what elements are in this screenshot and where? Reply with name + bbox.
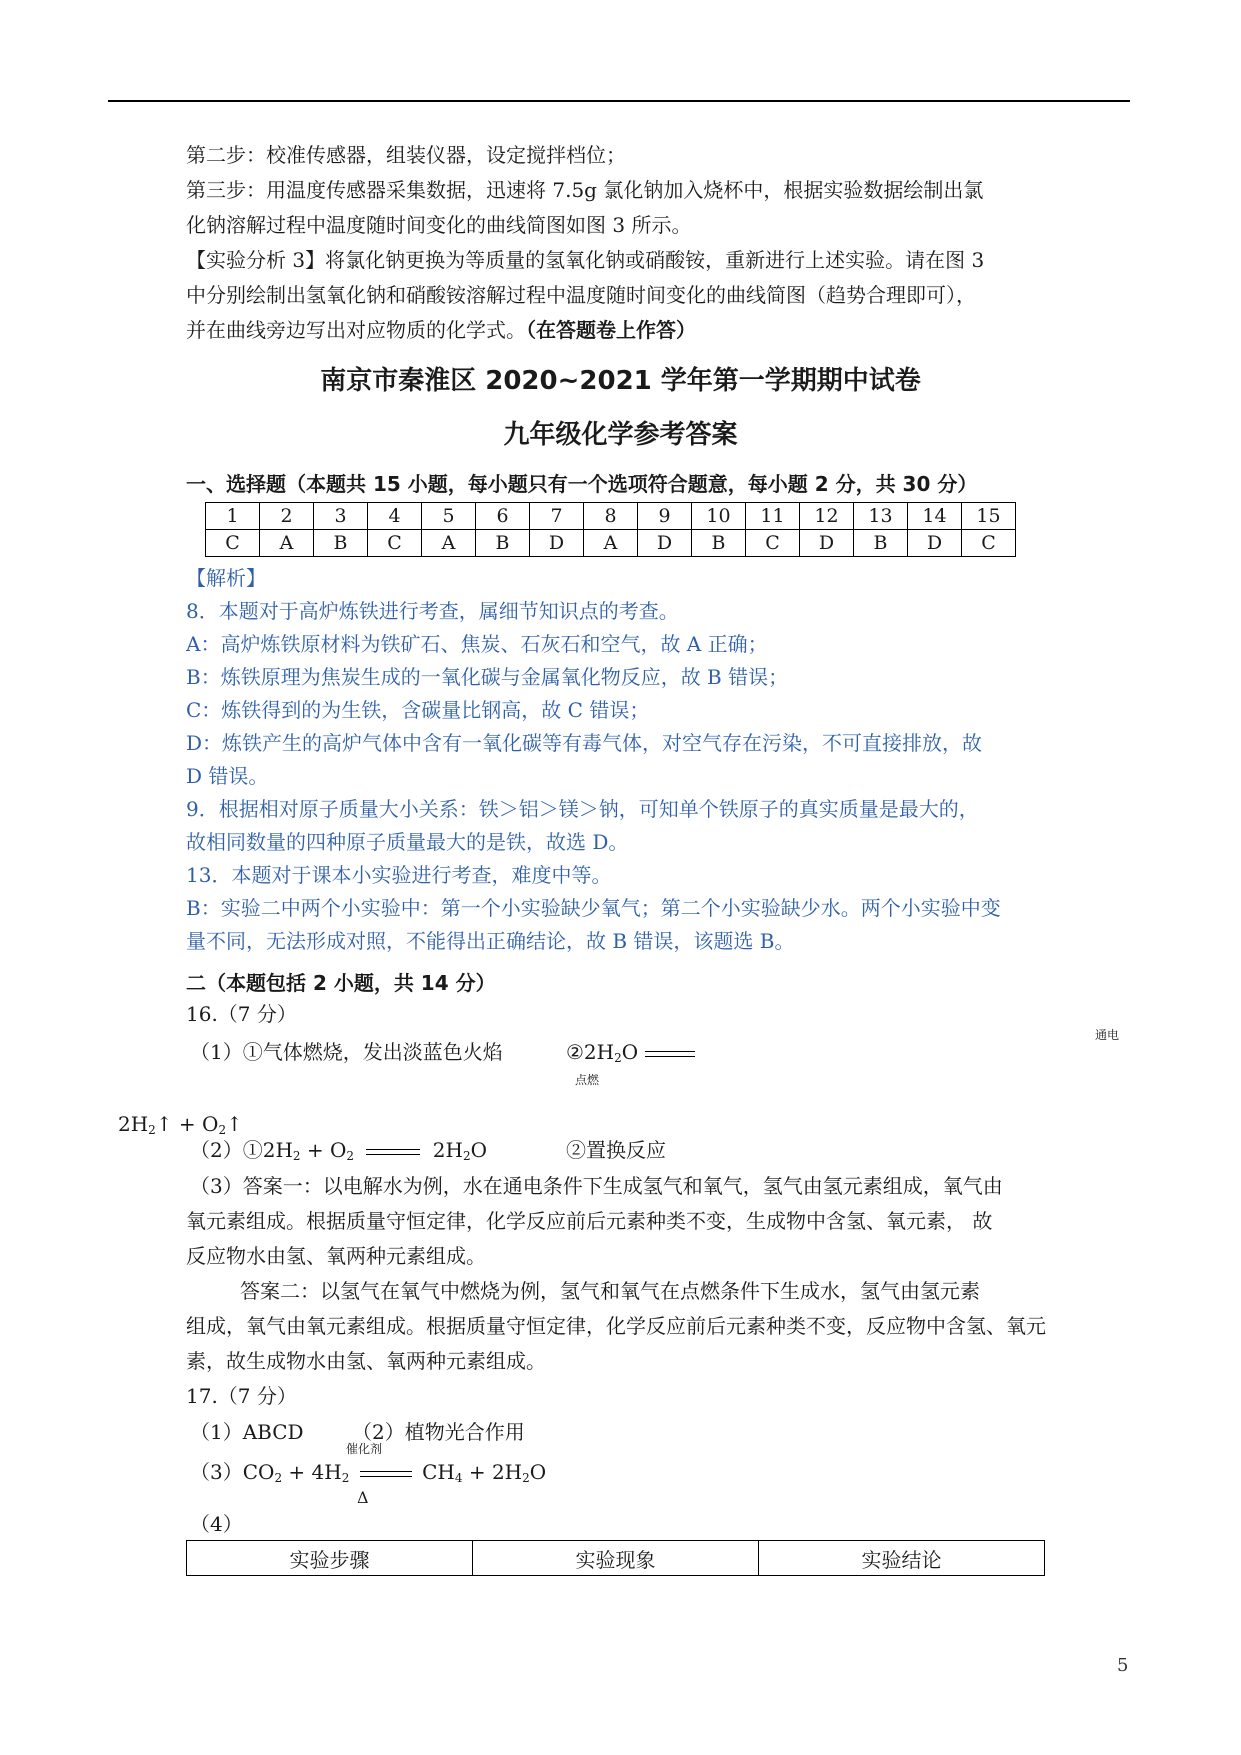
- intro-line-3: 化钠溶解过程中温度随时间变化的曲线简图如图 3 所示。: [186, 213, 692, 237]
- q17-label: 17.（7 分）: [186, 1384, 297, 1408]
- analysis-line: D：炼铁产生的高炉气体中含有一氧化碳等有毒气体，对空气存在污染，不可直接排放，故: [186, 731, 983, 755]
- q-answer: C: [206, 530, 260, 557]
- q-number: 5: [422, 503, 476, 530]
- eq-text: O: [470, 1138, 487, 1162]
- eq-text: 2H: [118, 1112, 149, 1136]
- answer-sheet-note: （在答题卷上作答）: [526, 318, 696, 342]
- eq-text: （2）①2H: [190, 1138, 293, 1162]
- intro-line-4: 【实验分析 3】将氯化钠更换为等质量的氢氧化钠或硝酸铵，重新进行上述实验。请在图 3: [186, 248, 985, 272]
- subscript: 2: [218, 1123, 227, 1137]
- q17-3-equation: [190, 1460, 547, 1485]
- q-answer: B: [314, 530, 368, 557]
- section-1-heading: 一、选择题（本题共 15 小题，每小题只有一个选项符合题意，每小题 2 分，共 30 分）: [186, 472, 978, 496]
- q-number: 8: [584, 503, 638, 530]
- analysis-line: 量不同，无法形成对照，不能得出正确结论，故 B 错误，该题选 B。: [186, 929, 795, 953]
- subscript: 4: [454, 1471, 463, 1485]
- q-answer: D: [800, 530, 854, 557]
- eq-text: ②2H: [566, 1040, 615, 1064]
- q16-1-equation-products: [118, 1112, 243, 1137]
- analysis-line: 故相同数量的四种原子质量最大的是铁，故选 D。: [186, 830, 629, 854]
- analysis-label: 【解析】: [186, 566, 266, 590]
- condition-catalyst: 催化剂: [346, 1442, 383, 1456]
- q-number: 11: [746, 503, 800, 530]
- q-answer: C: [746, 530, 800, 557]
- q-answer: B: [692, 530, 746, 557]
- eq-text: + O: [300, 1138, 347, 1162]
- q16-label: 16.（7 分）: [186, 1002, 297, 1026]
- q-number: 13: [854, 503, 908, 530]
- eq-text: ↑ + O: [155, 1112, 219, 1136]
- q-answer: B: [476, 530, 530, 557]
- condition-heat: Δ: [357, 1488, 369, 1507]
- analysis-line: C：炼铁得到的为生铁，含碳量比钢高，故 C 错误；: [186, 698, 650, 722]
- q16-2-equation: [190, 1138, 487, 1163]
- q-number: 1: [206, 503, 260, 530]
- subscript: 2: [292, 1149, 301, 1163]
- q-number: 14: [908, 503, 962, 530]
- q-number: 10: [692, 503, 746, 530]
- subscript: 2: [522, 1471, 530, 1485]
- analysis-line: A：高炉炼铁原材料为铁矿石、焦炭、石灰石和空气，故 A 正确；: [186, 632, 768, 656]
- eq-text: 2H: [432, 1138, 463, 1162]
- page-number: 5: [1117, 1655, 1129, 1676]
- experiment-table: [186, 1540, 1045, 1576]
- section-2-heading: 二（本题包括 2 小题，共 14 分）: [186, 971, 496, 995]
- q-number: 6: [476, 503, 530, 530]
- experiment-table-header: [187, 1541, 1045, 1576]
- q-answer: A: [584, 530, 638, 557]
- q16-1-equation: [566, 1040, 695, 1065]
- equals-sign: [360, 1471, 412, 1477]
- col-header-steps: 实验步骤: [187, 1541, 473, 1576]
- intro-line-2: 第三步：用温度传感器采集数据，迅速将 7.5g 氯化钠加入烧杯中，根据实验数据绘制出氯: [186, 178, 984, 202]
- condition-electric: 通电: [1095, 1028, 1120, 1042]
- eq-text: O: [529, 1460, 547, 1484]
- answer-table-answers-row: [206, 530, 1016, 557]
- analysis-line: 8．本题对于高炉炼铁进行考查，属细节知识点的考查。: [186, 599, 679, 623]
- q16-3-line: 素，故生成物水由氢、氧两种元素组成。: [186, 1349, 546, 1373]
- q-answer: C: [368, 530, 422, 557]
- answer-table-numbers-row: [206, 503, 1016, 530]
- q16-3-line: 反应物水由氢、氧两种元素组成。: [186, 1244, 486, 1268]
- q-number: 3: [314, 503, 368, 530]
- subscript: 2: [346, 1149, 355, 1163]
- q16-3-line: （3）答案一：以电解水为例，水在通电条件下生成氢气和氧气，氢气由氢元素组成，氧气由: [190, 1174, 1003, 1198]
- analysis-line: D 错误。: [186, 764, 269, 788]
- q17-4-label: （4）: [190, 1512, 243, 1536]
- subscript: 2: [148, 1123, 156, 1137]
- intro-line-6: [186, 320, 696, 340]
- q16-1-answer: （1）①气体燃烧，发出淡蓝色火焰: [190, 1040, 503, 1064]
- col-header-conclusion: 实验结论: [759, 1541, 1045, 1576]
- q16-3-line: 氧元素组成。根据质量守恒定律，化学反应前后元素种类不变，生成物中含氢、氧元素， 故: [186, 1209, 993, 1233]
- equals-sign: [645, 1051, 695, 1057]
- q-answer: D: [638, 530, 692, 557]
- q-number: 9: [638, 503, 692, 530]
- q-number: 7: [530, 503, 584, 530]
- q-number: 2: [260, 503, 314, 530]
- q-answer: D: [908, 530, 962, 557]
- q16-3-line: 组成，氧气由氧元素组成。根据质量守恒定律，化学反应前后元素种类不变，反应物中含氢、氧元: [186, 1314, 1046, 1338]
- q-number: 15: [962, 503, 1016, 530]
- analysis-line: B：炼铁原理为焦炭生成的一氧化碳与金属氧化物反应，故 B 错误；: [186, 665, 789, 689]
- analysis-line: 9．根据相对原子质量大小关系：铁＞铝＞镁＞钠，可知单个铁原子的真实质量是最大的，: [186, 797, 979, 821]
- subscript: 2: [274, 1471, 283, 1485]
- analysis-line: 13．本题对于课本小实验进行考查，难度中等。: [186, 863, 612, 887]
- q-answer: D: [530, 530, 584, 557]
- subscript: 2: [462, 1149, 471, 1163]
- page-subtitle: 九年级化学参考答案: [503, 420, 738, 450]
- equals-sign: [366, 1149, 420, 1155]
- q-number: 12: [800, 503, 854, 530]
- header-rule: [108, 100, 1130, 102]
- eq-text: ↑: [226, 1112, 243, 1136]
- eq-text: O: [621, 1040, 639, 1064]
- eq-text: CH: [422, 1460, 455, 1484]
- answer-table: [205, 502, 1016, 557]
- q17-1-answer: （1）ABCD: [190, 1420, 304, 1444]
- eq-text: （3）CO: [190, 1460, 275, 1484]
- intro-line-5: 中分别绘制出氢氧化钠和硝酸铵溶解过程中温度随时间变化的曲线简图（趋势合理即可），: [186, 283, 976, 307]
- q16-2-reaction-type: ②置换反应: [566, 1138, 666, 1162]
- q-answer: A: [260, 530, 314, 557]
- q17-2-answer: （2）植物光合作用: [352, 1420, 525, 1444]
- col-header-phenomena: 实验现象: [473, 1541, 759, 1576]
- q16-3-line: 答案二：以氢气在氧气中燃烧为例，氢气和氧气在点燃条件下生成水，氢气由氢元素: [240, 1279, 980, 1303]
- q-number: 4: [368, 503, 422, 530]
- eq-text: + 4H: [282, 1460, 342, 1484]
- q-answer: A: [422, 530, 476, 557]
- subscript: 2: [614, 1051, 622, 1065]
- subscript: 2: [341, 1471, 350, 1485]
- eq-text: + 2H: [462, 1460, 523, 1484]
- intro-line-1: 第二步：校准传感器，组装仪器，设定搅拌档位；: [186, 143, 626, 167]
- intro-line-6-text: 并在曲线旁边写出对应物质的化学式。: [186, 318, 526, 342]
- analysis-line: B：实验二中两个小实验中：第一个小实验缺少氧气；第二个小实验缺少水。两个小实验中变: [186, 896, 1001, 920]
- condition-ignite: 点燃: [575, 1073, 600, 1087]
- q-answer: C: [962, 530, 1016, 557]
- page-title: 南京市秦淮区 2020~2021 学年第一学期期中试卷: [320, 366, 921, 396]
- q-answer: B: [854, 530, 908, 557]
